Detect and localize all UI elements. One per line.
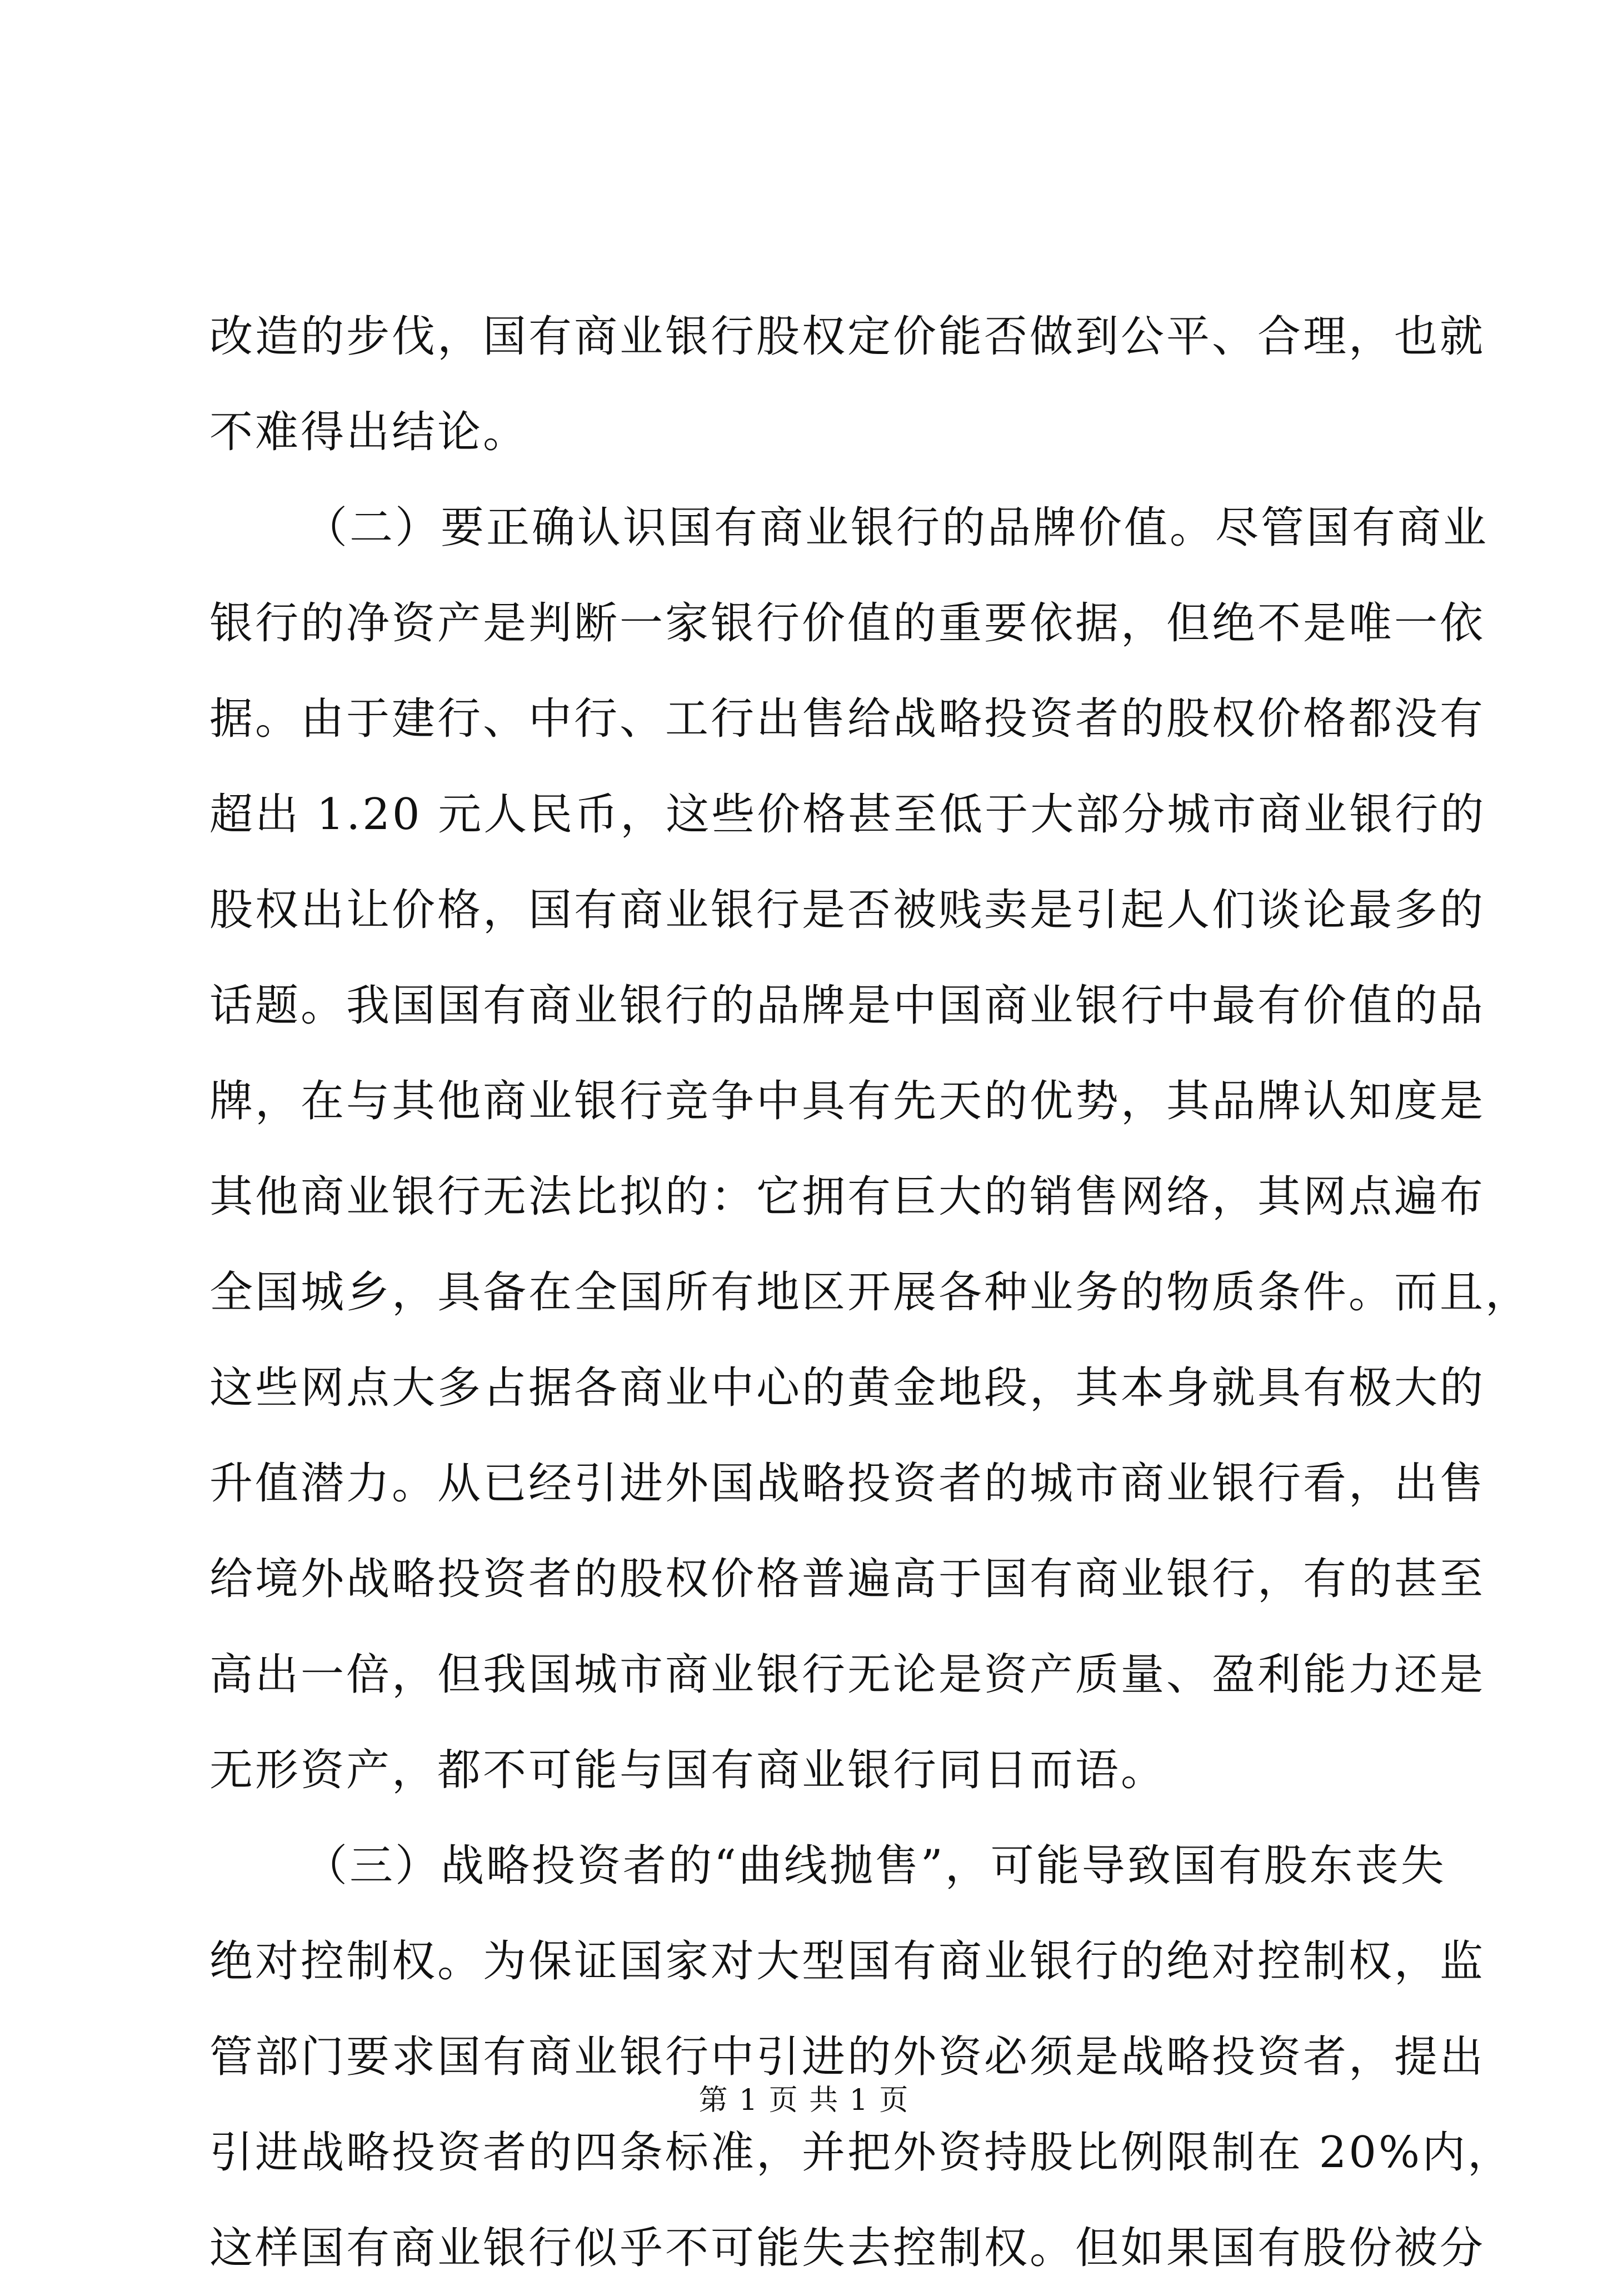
- text-line: 银行的净资产是判断一家银行价值的重要依据，但绝不是唯一依: [209, 598, 1486, 648]
- text-line: 全国城乡，具备在全国所有地区开展各种业务的物质条件。而且，: [209, 1267, 1531, 1317]
- text-line: 高出一倍，但我国城市商业银行无论是资产质量、盈利能力还是: [209, 1650, 1486, 1700]
- page-footer: 第 1 页 共 1 页: [698, 2084, 910, 2117]
- text-line: 绝对控制权。为保证国家对大型国有商业银行的绝对控制权，监: [209, 1936, 1486, 1986]
- text-line: 管部门要求国有商业银行中引进的外资必须是战略投资者，提出: [209, 2032, 1486, 2082]
- text-line: 其他商业银行无法比拟的：它拥有巨大的销售网络，其网点遍布: [209, 1172, 1486, 1222]
- text-line: 升值潜力。从已经引进外国战略投资者的城市商业银行看，出售: [209, 1459, 1486, 1509]
- text-line: 据。由于建行、中行、工行出售给战略投资者的股权价格都没有: [209, 694, 1486, 744]
- text-line: 这样国有商业银行似乎不可能失去控制权。但如果国有股份被分: [209, 2223, 1486, 2273]
- text-line: 改造的步伐，国有商业银行股权定价能否做到公平、合理，也就: [209, 312, 1486, 362]
- text-line: 牌，在与其他商业银行竞争中具有先天的优势，其品牌认知度是: [209, 1076, 1486, 1126]
- text-line: 话题。我国国有商业银行的品牌是中国商业银行中最有价值的品: [209, 981, 1486, 1031]
- text-line: 超出 1.20 元人民币，这些价格甚至低于大部分城市商业银行的: [209, 790, 1486, 840]
- text-line: 无形资产，都不可能与国有商业银行同日而语。: [209, 1745, 1167, 1795]
- section-heading-line: （二）要正确认识国有商业银行的品牌价值。尽管国有商业: [304, 503, 1489, 553]
- text-line: 这些网点大多占据各商业中心的黄金地段，其本身就具有极大的: [209, 1363, 1486, 1413]
- text-line: 给境外战略投资者的股权价格普遍高于国有商业银行，有的甚至: [209, 1554, 1486, 1604]
- text-line: 股权出让价格，国有商业银行是否被贱卖是引起人们谈论最多的: [209, 885, 1486, 935]
- text-line: 不难得出结论。: [209, 407, 529, 457]
- section-heading-line: （三）战略投资者的“曲线抛售”，可能导致国有股东丧失: [304, 1841, 1446, 1891]
- document-body: [209, 289, 1531, 2296]
- text-line: 引进战略投资者的四条标准，并把外资持股比例限制在 20%内，: [209, 2128, 1514, 2178]
